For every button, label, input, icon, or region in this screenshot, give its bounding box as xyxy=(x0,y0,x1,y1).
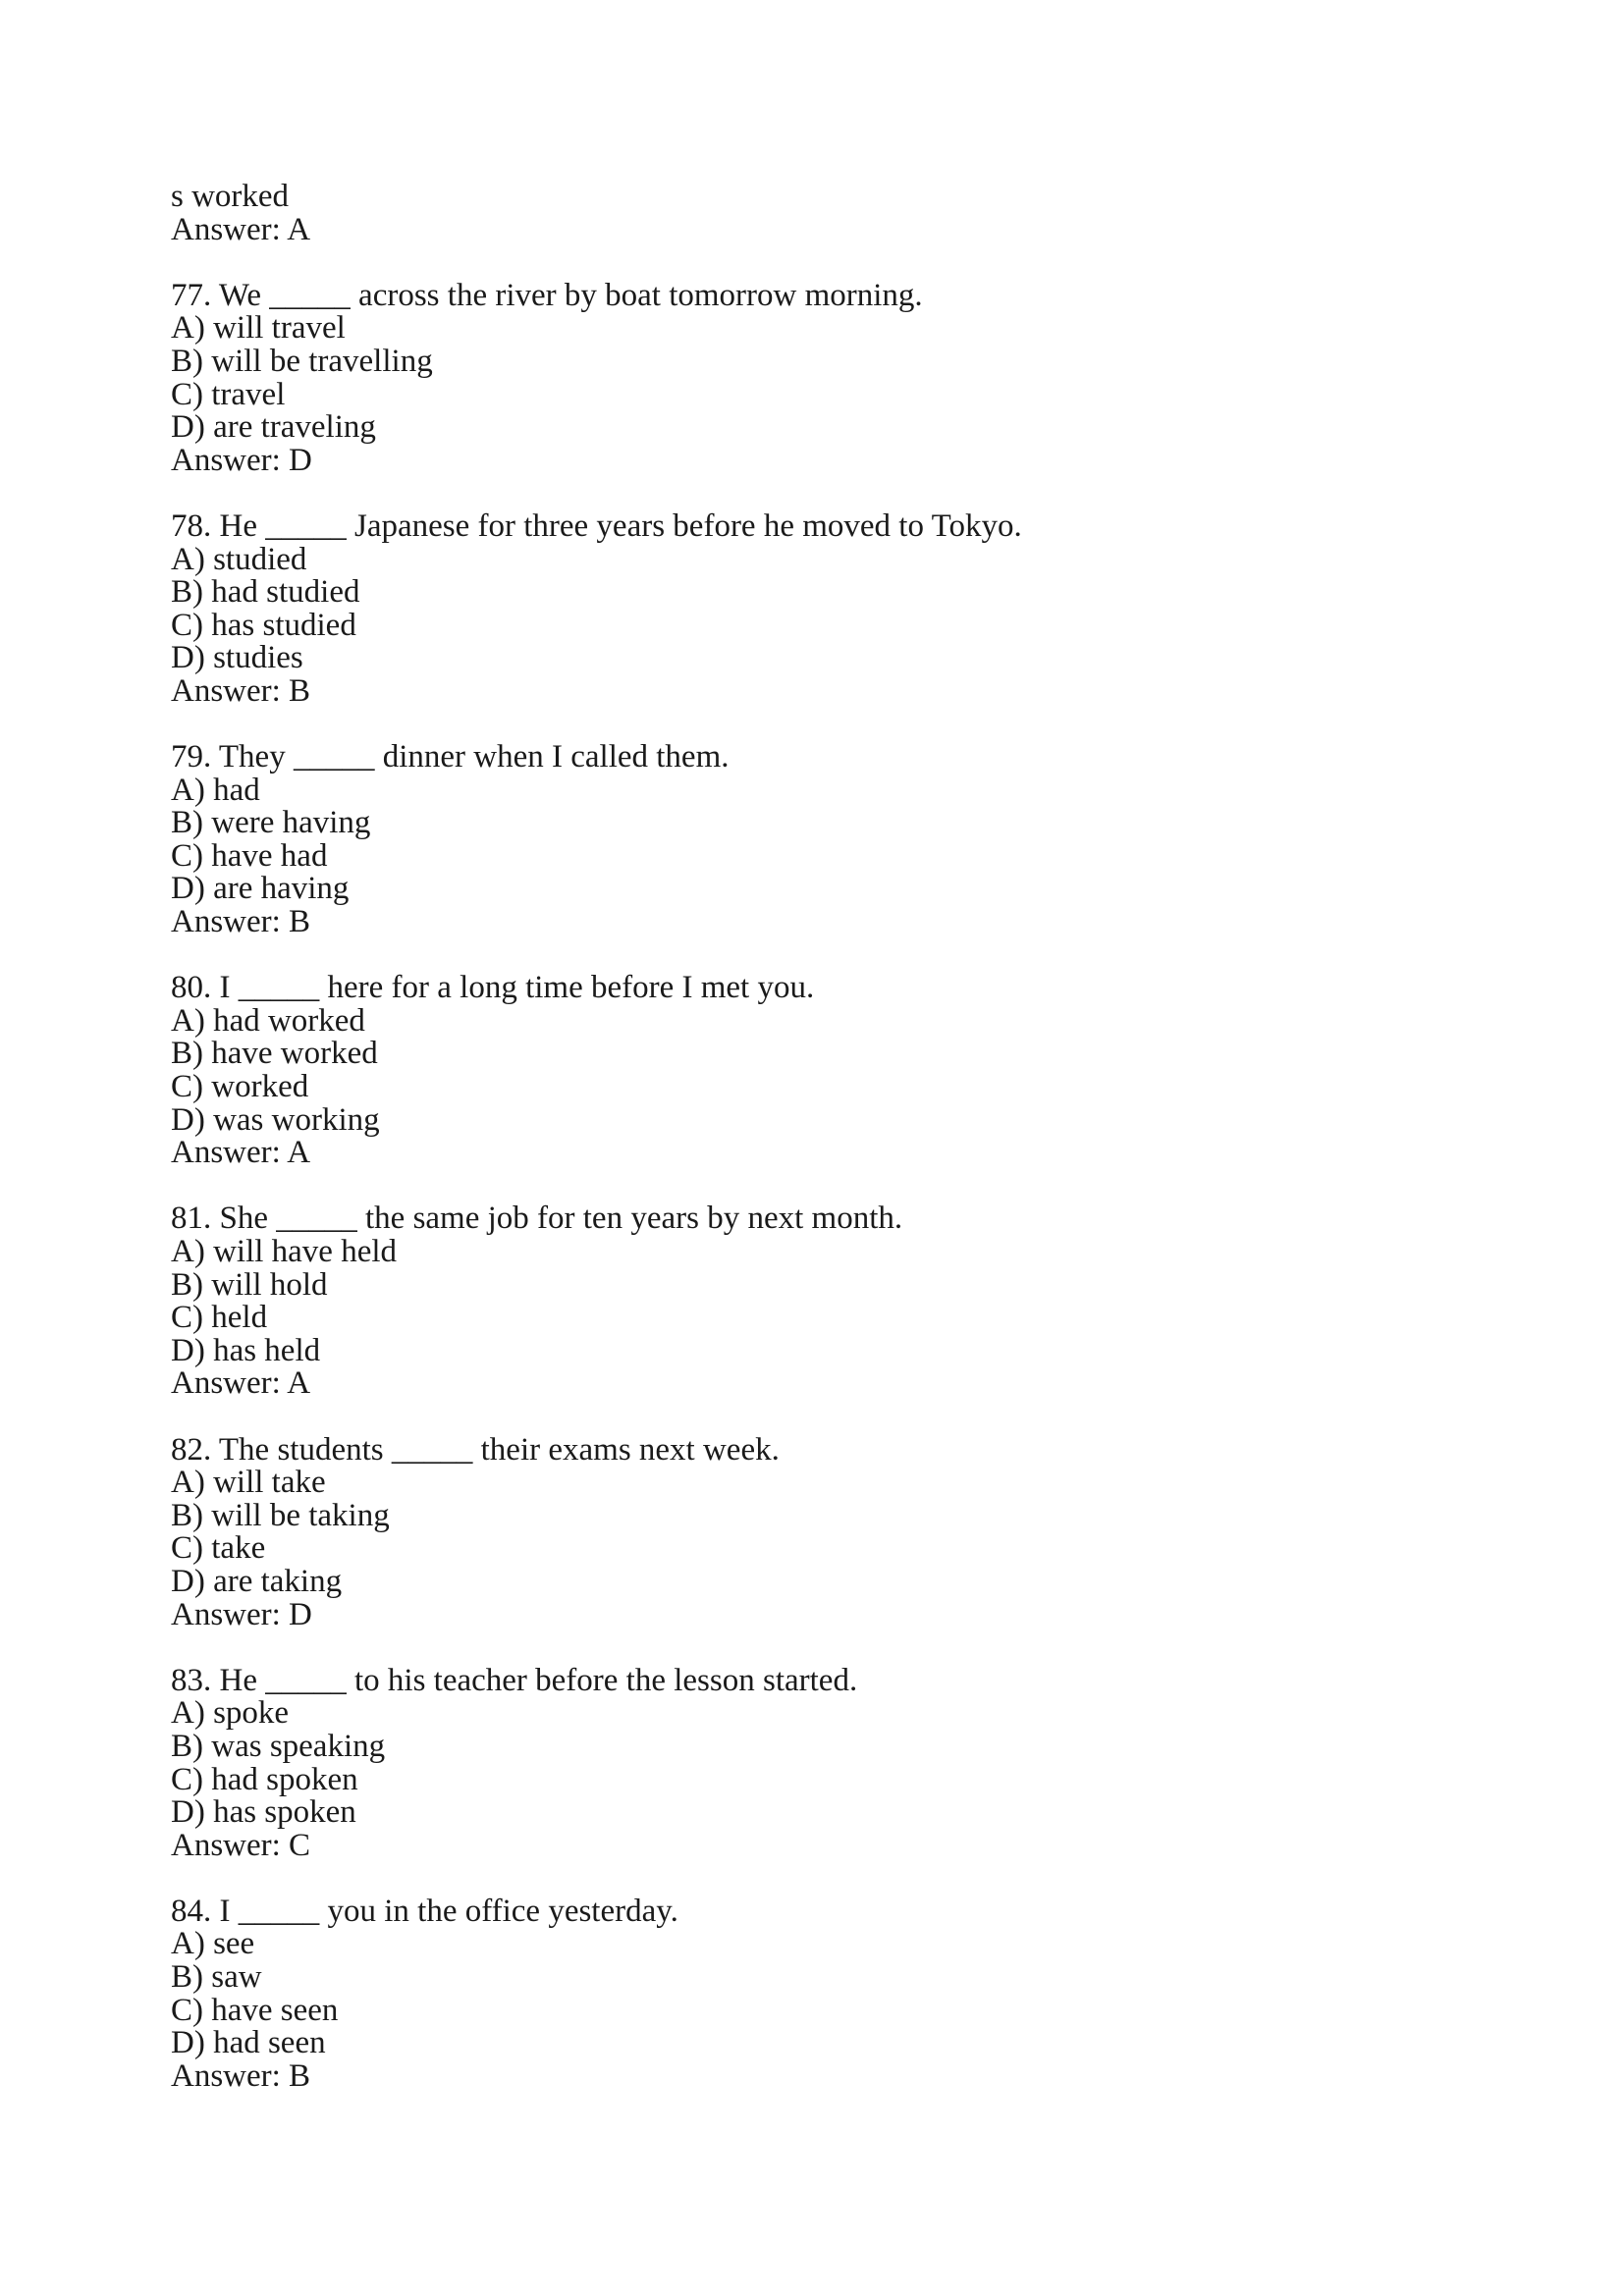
answer-key: Answer: B xyxy=(171,672,311,709)
answer-option: A) will take xyxy=(171,1465,326,1501)
answer-key: Answer: B xyxy=(171,2057,311,2094)
question-text: 79. They _____ dinner when I called them. xyxy=(171,739,730,775)
answer-option: C) had spoken xyxy=(171,1761,358,1797)
answer-option: D) are traveling xyxy=(171,409,376,446)
answer-option: A) had worked xyxy=(171,1002,365,1039)
question-text: 78. He _____ Japanese for three years before he moved to Tokyo. xyxy=(171,507,1022,544)
carryover-block xyxy=(171,181,1447,246)
question-text: 83. He _____ to his teacher before the lesson started. xyxy=(171,1662,858,1698)
spacer xyxy=(171,939,1447,973)
question-text: 80. I _____ here for a long time before I met you. xyxy=(171,970,815,1006)
answer-key: Answer: D xyxy=(171,442,312,478)
answer-option: C) take xyxy=(171,1530,266,1567)
carryover-fragment: s worked xyxy=(171,179,290,214)
spacer xyxy=(171,477,1447,510)
answer-option: A) see xyxy=(171,1926,255,1962)
question-text: 81. She _____ the same job for ten years by next month. xyxy=(171,1201,903,1237)
answer-option: B) will be taking xyxy=(171,1497,390,1533)
question-block xyxy=(171,741,1447,939)
answer-option: D) are taking xyxy=(171,1563,343,1599)
answer-option: B) were having xyxy=(171,805,371,841)
question-block xyxy=(171,1662,1447,1863)
answer-option: A) will travel xyxy=(171,310,346,347)
question-list xyxy=(171,277,1447,2094)
answer-option: B) had studied xyxy=(171,574,360,611)
answer-option: C) worked xyxy=(171,1069,309,1105)
spacer xyxy=(171,1401,1447,1434)
answer-option: D) has held xyxy=(171,1332,321,1368)
answer-option: B) will be travelling xyxy=(171,343,433,379)
answer-key: Answer: A xyxy=(171,1365,311,1402)
answer-key: Answer: C xyxy=(171,1827,311,1863)
answer-option: A) will have held xyxy=(171,1234,398,1269)
document-page xyxy=(171,181,1447,2093)
answer-option: B) have worked xyxy=(171,1036,378,1072)
question-text: 77. We _____ across the river by boat tomorrow morning. xyxy=(171,277,923,313)
question-text: 82. The students _____ their exams next week. xyxy=(171,1431,780,1468)
answer-option: A) had xyxy=(171,772,260,808)
carryover-answer: Answer: A xyxy=(171,211,311,247)
answer-option: D) was working xyxy=(171,1101,380,1138)
answer-option: D) are having xyxy=(171,871,350,907)
answer-option: D) had seen xyxy=(171,2025,326,2061)
spacer xyxy=(171,709,1447,742)
answer-option: C) have had xyxy=(171,837,328,874)
question-text: 84. I _____ you in the office yesterday. xyxy=(171,1893,678,1929)
question-block xyxy=(171,1202,1447,1401)
question-block xyxy=(171,277,1447,478)
question-block xyxy=(171,972,1447,1170)
answer-option: D) studies xyxy=(171,640,303,676)
answer-option: A) studied xyxy=(171,541,307,577)
answer-option: C) have seen xyxy=(171,1992,339,2028)
answer-key: Answer: A xyxy=(171,1135,311,1171)
answer-option: C) held xyxy=(171,1300,268,1336)
question-block xyxy=(171,507,1447,709)
answer-option: B) will hold xyxy=(171,1266,328,1303)
spacer xyxy=(171,1631,1447,1665)
question-block xyxy=(171,1893,1447,2094)
question-block xyxy=(171,1431,1447,1632)
spacer xyxy=(171,1170,1447,1203)
answer-option: D) has spoken xyxy=(171,1794,356,1831)
answer-option: B) saw xyxy=(171,1959,262,1996)
answer-key: Answer: B xyxy=(171,904,311,940)
answer-key: Answer: D xyxy=(171,1596,312,1632)
spacer xyxy=(171,1862,1447,1896)
answer-option: B) was speaking xyxy=(171,1728,386,1764)
answer-option: C) travel xyxy=(171,376,286,412)
answer-option: C) has studied xyxy=(171,607,356,643)
answer-option: A) spoke xyxy=(171,1695,290,1732)
spacer xyxy=(171,246,1447,280)
